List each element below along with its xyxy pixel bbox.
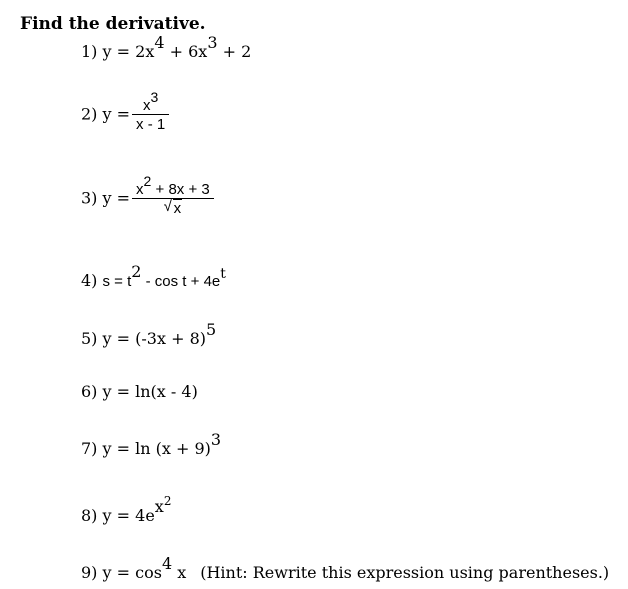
expr-lhs: y = — [102, 188, 131, 208]
problem-2 — [81, 89, 169, 133]
problem-number: 8) — [81, 506, 98, 525]
problem-number: 2) — [81, 104, 98, 124]
hint-text: (Hint: Rewrite this expression using parentheses.) — [200, 563, 610, 582]
radical-sign-icon: √ — [163, 198, 172, 215]
expr-lhs: y = — [102, 104, 131, 124]
fraction-denominator — [132, 198, 214, 216]
fraction-numerator — [132, 89, 169, 114]
expr-part: s = t — [102, 273, 132, 290]
fraction-numerator — [132, 173, 214, 198]
fraction — [132, 89, 169, 133]
exponent: 4 — [154, 33, 165, 52]
numerator-base: x — [136, 181, 144, 198]
problem-7 — [81, 430, 222, 458]
exponent — [154, 494, 172, 516]
problem-3 — [81, 173, 214, 217]
problem-number: 6) — [81, 382, 98, 401]
expr-part: x — [172, 563, 187, 582]
expr-part: + 6x — [164, 42, 208, 61]
problem-5 — [81, 320, 217, 348]
expr-part: y = (-3x + 8) — [102, 329, 206, 348]
expr-part: y = 4e — [102, 506, 155, 525]
expr-part: y = ln(x - 4) — [102, 382, 198, 401]
problem-8 — [81, 494, 172, 525]
numerator-base: x — [142, 97, 151, 114]
exponent: 4 — [161, 554, 173, 573]
expr-part: y = 2x — [102, 42, 155, 61]
expr-part: y = cos — [102, 563, 162, 582]
problem-number: 7) — [81, 439, 98, 458]
exponent: 3 — [150, 89, 159, 105]
radicand: x — [173, 200, 182, 217]
fraction-denominator: x - 1 — [132, 114, 169, 132]
exponent: 5 — [205, 320, 217, 339]
problem-6 — [81, 384, 198, 400]
problem-1 — [81, 33, 252, 61]
problem-number: 9) — [81, 563, 98, 582]
problem-number: 1) — [81, 42, 98, 61]
fraction — [132, 173, 214, 217]
exponent-base: x — [154, 497, 164, 516]
problem-number: 4) — [81, 271, 98, 290]
expr-part: y = ln (x + 9) — [102, 439, 211, 458]
nested-exponent: 2 — [163, 494, 172, 508]
problem-4 — [81, 262, 226, 290]
expr-part: + 2 — [217, 42, 252, 61]
problem-number: 5) — [81, 329, 98, 348]
exponent: 2 — [131, 262, 142, 281]
problem-9 — [81, 554, 610, 582]
exponent: 3 — [210, 430, 222, 449]
page-heading: Find the derivative. — [20, 14, 206, 34]
problem-number: 3) — [81, 188, 98, 208]
expr-part: - cos t + 4e — [141, 273, 221, 290]
exponent: 2 — [143, 173, 152, 189]
numerator-rest: + 8x + 3 — [151, 181, 210, 198]
square-root — [163, 198, 183, 217]
exponent: t — [220, 266, 226, 282]
exponent: 3 — [207, 33, 218, 52]
